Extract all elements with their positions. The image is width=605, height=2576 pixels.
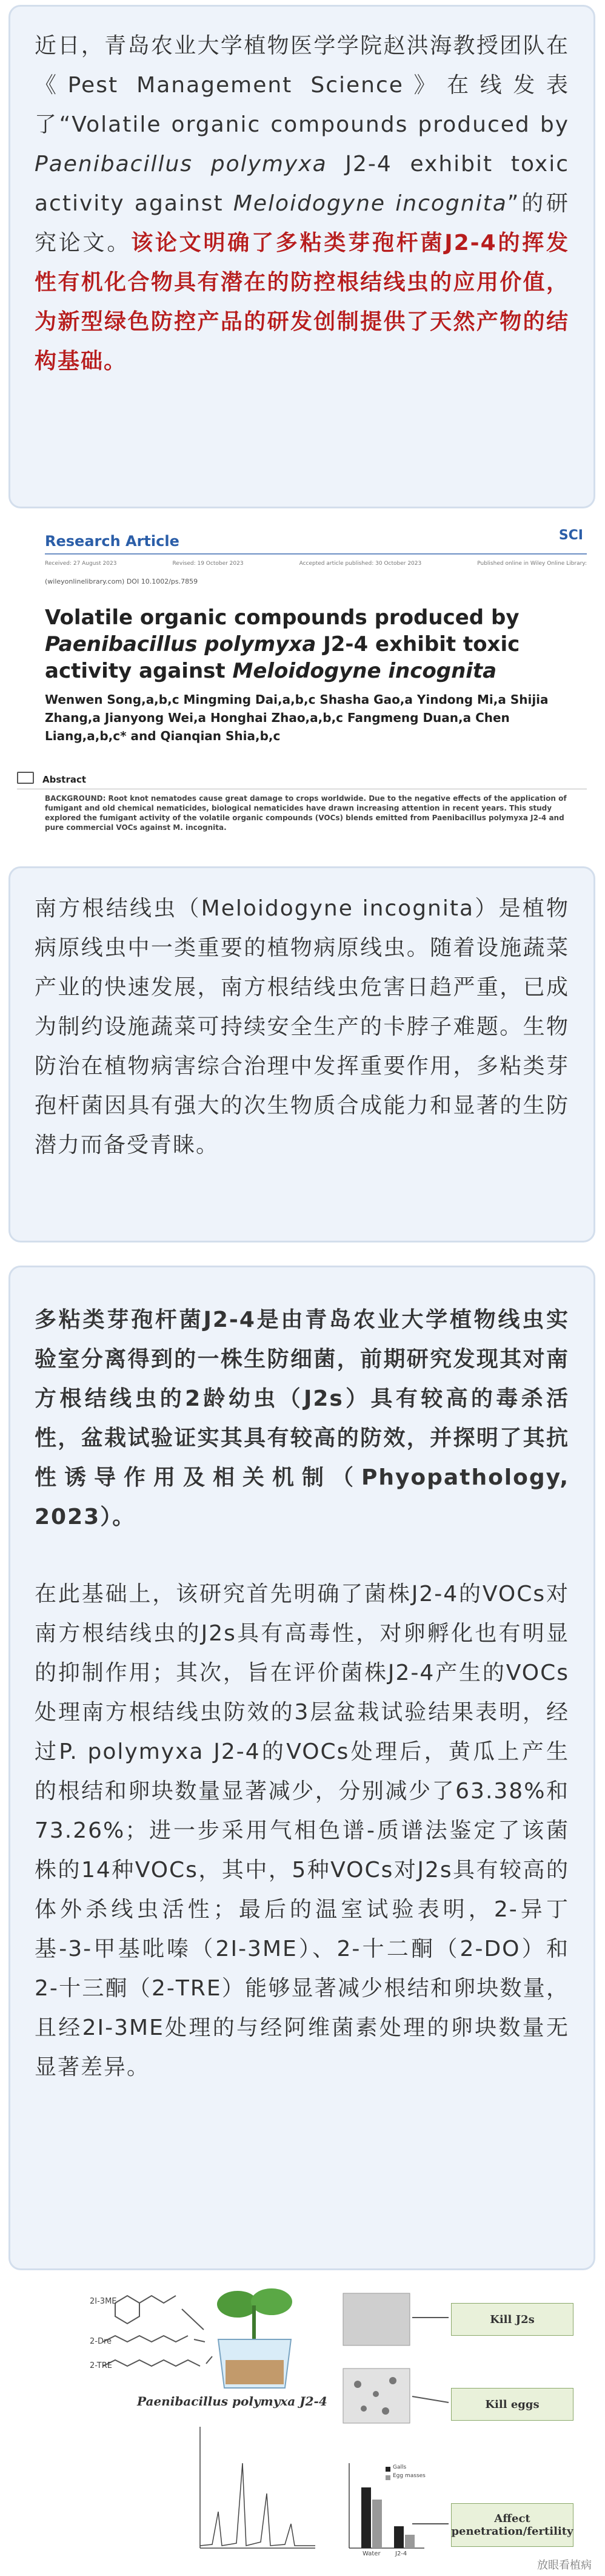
bar-j2-4-galls bbox=[394, 2526, 404, 2548]
plant-stem bbox=[252, 2305, 256, 2342]
isobutyl-chain bbox=[139, 2296, 176, 2303]
research-highlight: 多粘类芽孢杆菌J2-4是由青岛农业大学植物线虫实验室分离得到的一株生防细菌，前期研究发现其对南方根结线虫的2龄幼虫（J2s）具有较高的毒杀活性，盆栽试验证实其具有较高的防效，并探明了其抗性诱导作用及相关机制（Phyopathology, 2023）。 bbox=[35, 1307, 569, 1529]
paper-title-nematode: Meloidogyne incognita bbox=[232, 659, 497, 683]
intro-species-name: Paenibacillus polymyxa bbox=[35, 152, 327, 177]
intro-text-after: ”的研究论文。 bbox=[35, 191, 570, 255]
paper-header bbox=[0, 514, 605, 842]
accepted-date: Accepted article published: 30 October 2023 bbox=[299, 561, 422, 567]
result-kill-eggs: Kill eggs bbox=[451, 2388, 573, 2421]
background-paragraph: 南方根结线虫（Meloidogyne incognita）是植物病原线虫中一类重要的植物病原线虫。随着设施蔬菜产业的快速发展，南方根结线虫危害日趋严重，已成为制约设施蔬菜可持续安全生产的卡脖子难题。生物防治在植物病害综合治理中发挥重要作用，多粘类芽孢杆菌因具有强大的次生物质合成能力和显著的生防潜力而备受青睐。 bbox=[35, 896, 569, 1158]
legend-swatch-eggs bbox=[386, 2475, 390, 2480]
compound-label-2: 2-Dre bbox=[90, 2337, 112, 2346]
intro-text-before: 近日，青岛农业大学植物医学学院赵洪海教授团队在《Pest Management Science》在线发表了“Volatile organic compounds produced by bbox=[35, 33, 569, 137]
leaf-right bbox=[251, 2288, 292, 2315]
result-arrows bbox=[412, 2318, 449, 2524]
arrow-3 bbox=[206, 2356, 212, 2364]
bar-water-galls bbox=[361, 2487, 371, 2548]
legend-galls: Galls bbox=[393, 2464, 407, 2470]
figure-species-label: Paenibacillus polymyxa J2-4 bbox=[137, 2394, 327, 2409]
tridecanone-chain bbox=[103, 2360, 200, 2366]
received-date: Received: 27 August 2023 bbox=[45, 561, 117, 567]
graphical-abstract bbox=[0, 2281, 605, 2576]
paper-authors: Wenwen Song,a,b,c Mingming Dai,a,b,c Shasha Gao,a Yindong Mi,a Shijia Zhang,a Jianyong Wei,a Honghai Zhao,a,b,c Fangmeng Duan,a Chen Liang,a,b,c* and Qianqian Shia,b,c bbox=[45, 692, 549, 743]
intro-highlight: 该论文明确了多粘类芽孢杆菌J2-4的挥发性有机化合物具有潜在的防控根结线虫的应用价值，为新型绿色防控产品的研发创制提供了天然产物的结构基础。 bbox=[35, 231, 569, 374]
molecule-structures bbox=[103, 2296, 200, 2366]
paper-title-part-1: Volatile organic compounds produced by bbox=[45, 605, 520, 630]
bar-j2-4-eggs bbox=[405, 2535, 415, 2548]
research-card bbox=[8, 1266, 595, 2270]
result-affect-penetration: Affect penetration/fertility bbox=[451, 2503, 573, 2547]
revised-date: Revised: 19 October 2023 bbox=[172, 561, 244, 567]
background-card bbox=[8, 866, 595, 1242]
bar-label-water: Water bbox=[363, 2551, 381, 2557]
compound-label-1: 2I-3ME bbox=[90, 2297, 117, 2306]
pyrazine-ring bbox=[115, 2296, 139, 2324]
legend-egg-masses: Egg masses bbox=[393, 2473, 426, 2479]
abstract-heading: Abstract bbox=[42, 774, 87, 785]
paper-doi: (wileyonlinelibrary.com) DOI 10.1002/ps.7859 bbox=[45, 578, 198, 585]
published-date: Published online in Wiley Online Library: bbox=[477, 561, 587, 567]
abstract-text: BACKGROUND: Root knot nematodes cause great damage to crops worldwide. Due to the negative effects of the application of fumigant and old chemical nematicides, biological nematicides have drawn increasing attention in recent years. This study explored the fumigant activity of the volatile organic compounds (VOCs) blends emitted from Paenibacillus polymyxa J2-4 and pure commercial VOCs against M. incognita. bbox=[45, 794, 567, 832]
paper-dates bbox=[45, 561, 587, 567]
intro-paragraph bbox=[35, 26, 569, 381]
paper-title-part-2: J2-4 exhibit toxic activity against bbox=[45, 632, 520, 683]
chromatogram bbox=[200, 2427, 315, 2548]
journal-logo: SCI bbox=[558, 528, 583, 543]
intro-card bbox=[8, 5, 595, 508]
soil bbox=[226, 2360, 284, 2384]
compound-label-3: 2-TRE bbox=[90, 2361, 112, 2370]
arrow-2 bbox=[194, 2339, 205, 2342]
intro-nematode-name: Meloidogyne incognita bbox=[233, 191, 507, 216]
intro-title-mid: J2-4 exhibit toxic activity against bbox=[35, 152, 569, 216]
dodecanone-chain bbox=[103, 2336, 188, 2342]
research-article-label: Research Article bbox=[45, 533, 179, 550]
paper-title bbox=[45, 604, 578, 684]
result-kill-j2s: Kill J2s bbox=[451, 2303, 573, 2336]
header-rule bbox=[45, 553, 587, 555]
research-body: 在此基础上，该研究首先明确了菌株J2-4的VOCs对南方根结线虫的J2s具有高毒性，对卵孵化也有明显的抑制作用；其次，旨在评价菌株J2-4产生的VOCs处理南方根结线虫防效的3层盆栽试验结果表明，经过P. polymyxa J2-4的VOCs处理后，黄瓜上产生的根结和卵块数量显著减少，分别减少了63.38%和73.26%；进一步采用气相色谱-质谱法鉴定了该菌株的14种VOCs，其中，5种VOCs对J2s具有较高的体外杀线虫活性；最后的温室试验表明，2-异丁基-3-甲基吡嗪（2I-3ME）、2-十二酮（2-DO）和2-十三酮（2-TRE）能够显著减少根结和卵块数量，且经2I-3ME处理的与经阿维菌素处理的卵块数量无显著差异。 bbox=[35, 1582, 569, 2080]
bar-water-eggs bbox=[372, 2500, 382, 2548]
j2s-micrograph bbox=[343, 2293, 410, 2345]
watermark: 放眼看植病 bbox=[537, 2559, 592, 2572]
bar-label-j2-4: J2-4 bbox=[395, 2551, 407, 2557]
legend-swatch-galls bbox=[386, 2467, 390, 2472]
abstract-icon bbox=[17, 772, 34, 784]
paper-title-species: Paenibacillus polymyxa bbox=[45, 632, 316, 656]
arrow-1 bbox=[182, 2309, 204, 2330]
plant-illustration bbox=[217, 2288, 292, 2388]
